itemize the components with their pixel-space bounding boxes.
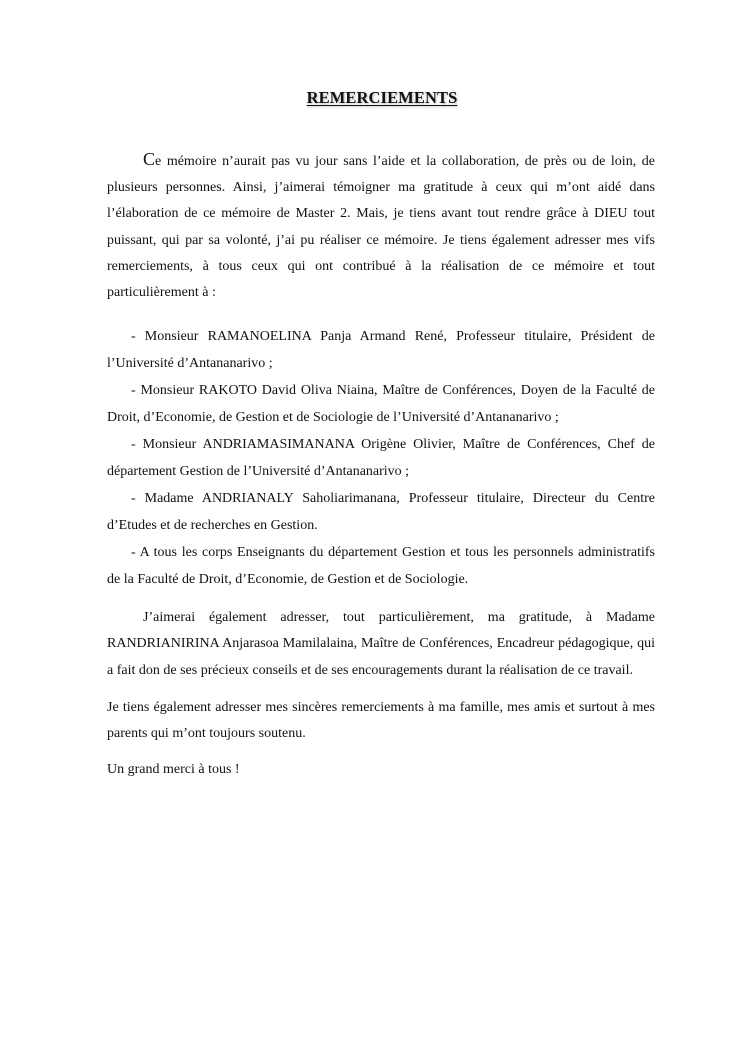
closing-line: Un grand merci à tous ! [107,762,240,778]
list-item: - A tous les corps Enseignants du département Gestion et tous les personnels administratifs de la Faculté de Droit, d’Economie, de Gestion et de Sociologie. [107,545,655,588]
list-item: - Monsieur RAMANOELINA Panja Armand René, Professeur titulaire, Président de l’Université d’Antananarivo ; [107,329,655,372]
list-item: - Madame ANDRIANALY Saholiarimanana, Professeur titulaire, Directeur du Centre d’Etudes et de recherches en Gestion. [107,491,655,534]
intro-text: e mémoire n’aurait pas vu jour sans l’aide et la collaboration, de près ou de loin, de plusieurs personnes. Ainsi, j’aimerai témoigner ma gratitude à ceux qui m’ont aidé dans l’élaboration de ce mémoire de Master 2. Mais, je tiens avant tout rendre grâce à DIEU tout puissant, qui par sa volonté, j’ai pu réaliser ce mémoire. Je tiens également adresser mes vifs remerciements, à tous ceux qui ont contribué à la réalisation de ce mémoire et tout particulièrement à : [107,154,655,301]
page-title: REMERCIEMENTS [306,88,458,107]
intro-dropcap: C [143,149,156,169]
intro-paragraph [107,146,655,306]
gratitude-paragraph: J’aimerai également adresser, tout particulièrement, ma gratitude, à Madame RANDRIANIRINA Anjarasoa Mamilalaina, Maître de Conférences, Encadreur pédagogique, qui a fait don de ses précieux conseils et de ses encouragements durant la réalisation de ce travail. [107,610,655,678]
family-paragraph: Je tiens également adresser mes sincères remerciements à ma famille, mes amis et surtout à mes parents qui m’ont toujours soutenu. [107,699,655,742]
list-item: - Monsieur RAKOTO David Oliva Niaina, Maître de Conférences, Doyen de la Faculté de Droit, d’Economie, de Gestion et de Sociologie de l’Université d’Antananarivo ; [107,383,655,426]
list-item: - Monsieur ANDRIAMASIMANANA Origène Olivier, Maître de Conférences, Chef de département Gestion de l’Université d’Antananarivo ; [107,437,655,480]
document-body [107,146,655,783]
acknowledgement-list [107,323,655,593]
